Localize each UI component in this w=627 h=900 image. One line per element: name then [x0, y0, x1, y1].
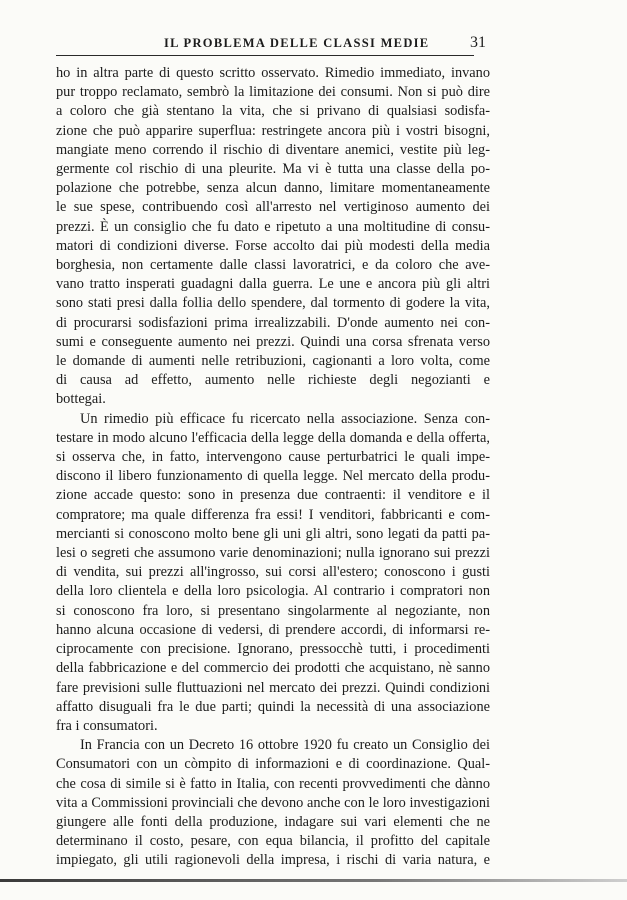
text-line: bottegai.: [56, 391, 106, 408]
text-line: zione accade questo: sono in presenza due contraenti: il venditore e il: [56, 487, 490, 504]
text-line: a coloro che già stentano la vita, che si privano di qualsiasi sodisfa-: [56, 103, 490, 120]
text-line: impiegato, gli utili ragionevoli della impresa, i rischi di varia natura, e: [56, 852, 490, 869]
running-title: IL PROBLEMA DELLE CLASSI MEDIE: [164, 36, 430, 50]
header-rule: [56, 55, 474, 56]
text-line: sono stati presi dalla follia dello spendere, dal tormento di godere la vita,: [56, 295, 490, 312]
text-line: fare previsioni sulle fluttuazioni nel mercato dei prezzi. Quindi condizioni: [56, 679, 490, 696]
text-line: vita a Commissioni provinciali che devono anche con le loro investigazioni: [56, 794, 490, 811]
text-line: discono il libero funzionamento di quella legge. Nel mercato della produ-: [56, 468, 490, 485]
text-line: Consumatori con un còmpito di informazioni e di coordinazione. Qual-: [56, 756, 490, 773]
text-line: polazione che potrebbe, senza alcun danno, limitare momentaneamente: [56, 180, 490, 197]
text-line: di vendita, sui prezzi all'ingrosso, sui corsi all'estero; conoscono i gusti: [56, 564, 490, 581]
paragraph-2: [56, 410, 490, 736]
text-line: hanno alcuna occasione di vedersi, di prendere accordi, di informarsi re-: [56, 621, 490, 638]
text-line: le sue spese, contribuendo così all'arresto nel vertiginoso aumento dei: [56, 199, 490, 216]
paragraph-1: [56, 64, 490, 410]
text-line: Un rimedio più efficace fu ricercato nella associazione. Senza con-: [80, 410, 490, 427]
text-line: germente col rischio di una pleurite. Ma vi è tutta una classe della po-: [56, 161, 490, 178]
text-line: della fabbricazione e del commercio dei prodotti che acquistano, nè sanno: [56, 660, 490, 677]
text-line: giungere alle fonti della produzione, indagare sui vari elementi che ne: [56, 813, 490, 830]
text-line: mangiate meno correndo il rischio di diventare anemici, vestite più leg-: [56, 141, 490, 158]
text-line: zione che può apparire superflua: restringete ancora più i vostri bisogni,: [56, 122, 490, 139]
text-line: testare in modo alcuno l'efficacia della legge della domanda e della offerta,: [56, 429, 490, 446]
text-line: di causa ad effetto, aumento nelle richieste degli negozianti e: [56, 372, 490, 389]
text-line: compratore; ma quale differenza fra essi! I venditori, fabbricanti e com-: [56, 506, 490, 523]
text-line: ciprocamente con precisione. Ignorano, pressocchè tutti, i procedimenti: [56, 641, 490, 658]
text-line: mercianti si conoscono molto bene gli uni gli altri, sono legati da patti pa-: [56, 525, 490, 542]
text-line: pur troppo reclamato, sembrò la limitazione dei consumi. Non si può dire: [56, 84, 490, 101]
text-line: vano tratto insperati guadagni dalla guerra. Le une e ancora più gli altri: [56, 276, 490, 293]
text-line: affatto disuguali fra le due parti; quindi la necessità di una associazione: [56, 698, 490, 715]
text-line: determinano il costo, pesare, con equa bilancia, il profitto del capitale: [56, 833, 490, 850]
scan-edge-shadow: [0, 879, 627, 882]
paragraph-3: [56, 736, 490, 870]
text-line: borghesia, non certamente dalle classi lavoratrici, e da coloro che ave-: [56, 257, 490, 274]
text-line: prezzi. È un consiglio che fu dato e ripetuto a una moltitudine di consu-: [56, 218, 490, 235]
text-line: della loro clientela e della loro psicologia. Al contrario i compratori non: [56, 583, 490, 600]
text-line: matori di condizioni diverse. Forse accolto dai più modesti della media: [56, 237, 490, 254]
text-line: sumi e conseguente aumento nei prezzi. Quindi una corsa sfrenata verso: [56, 333, 490, 350]
text-line: le domande di aumenti nelle retribuzioni, cagionanti a loro volta, come: [56, 353, 490, 370]
text-line: si conoscono fra loro, si presentano singolarmente al negoziante, non: [56, 602, 490, 619]
text-line: In Francia con un Decreto 16 ottobre 1920 fu creato un Consiglio dei: [80, 737, 490, 754]
body-text: [56, 64, 490, 871]
text-line: si osserva che, in fatto, intervengono cause perturbatrici le quali impe-: [56, 449, 490, 466]
page-number: 31: [470, 34, 486, 51]
text-line: che cosa di simile si è fatto in Italia, con recenti provvedimenti che dànno: [56, 775, 490, 792]
text-line: ho in altra parte di questo scritto osservato. Rimedio immediato, invano: [56, 65, 490, 81]
text-line: di procurarsi sodisfazioni prima irrealizzabili. D'onde aumento nei con-: [56, 314, 490, 331]
text-line: fra i consumatori.: [56, 717, 158, 734]
running-header: [56, 36, 490, 56]
text-line: lesi o segreti che assumono varie denominazioni; nulla ignorano sui prezzi: [56, 545, 490, 562]
